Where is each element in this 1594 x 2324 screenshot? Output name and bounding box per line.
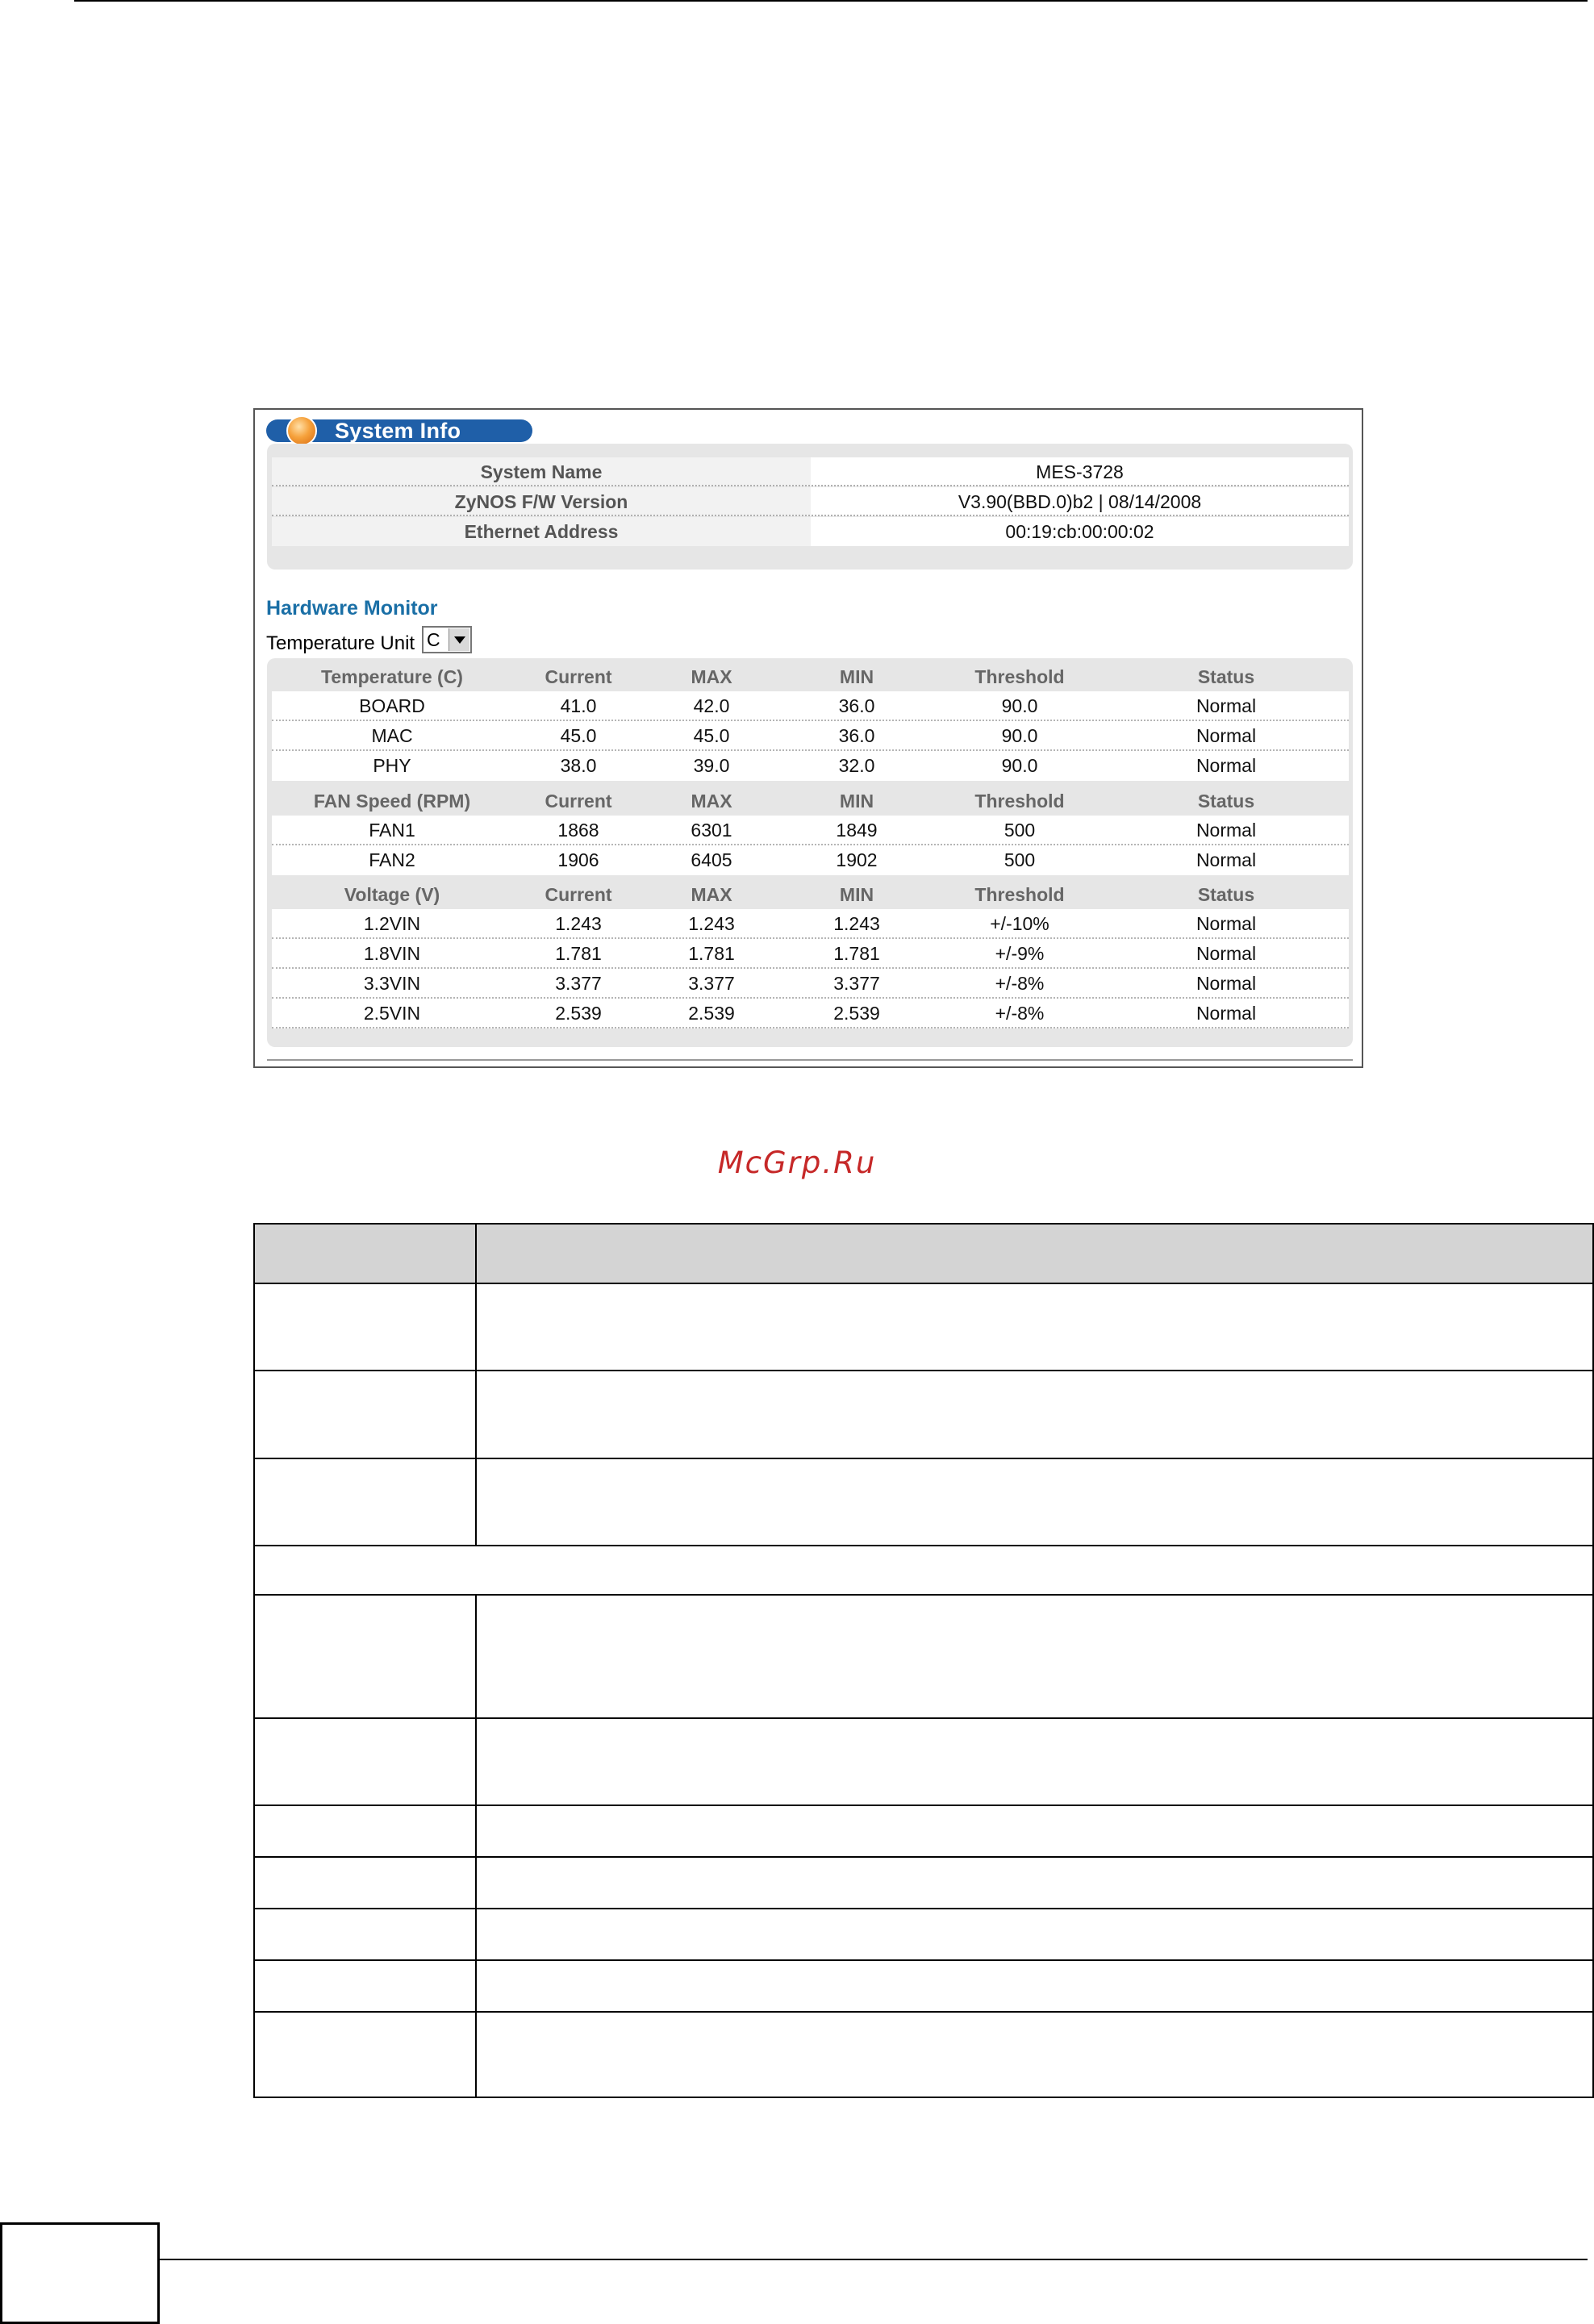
watermark: McGrp.Ru [717,1145,877,1180]
table-cell: 3.3VIN [363,973,421,994]
table-cell: 1.781 [688,943,735,964]
table-cell: Normal [1196,913,1257,934]
table-row-divider [253,1283,1594,1284]
table-cell: 1849 [836,820,878,841]
table-row-divider [253,2011,1594,2013]
column-header: Current [545,791,612,812]
table-cell: 6301 [691,820,732,841]
table-row [272,845,1349,875]
row-divider [272,515,1349,516]
table-row-divider [253,1805,1594,1806]
fan-speed-header [267,786,1353,816]
table-cell: 1.781 [555,943,602,964]
column-header: Current [545,666,612,687]
table-row-divider [253,1594,1594,1596]
table-cell: Normal [1196,943,1257,964]
column-header: Threshold [974,666,1065,687]
chevron-down-icon[interactable] [449,628,469,651]
panel-title: System Info [335,419,461,443]
row-divider [272,1027,1349,1028]
table-row-divider [253,1545,1594,1546]
info-value: MES-3728 [811,457,1349,486]
table-row [272,721,1349,751]
table-cell: +/-8% [995,1003,1045,1024]
column-header: Temperature (C) [321,666,463,687]
column-header: Status [1197,666,1255,687]
table-cell: 90.0 [1001,725,1038,746]
table-column-divider [475,1223,477,1546]
table-cell: 6405 [691,849,732,870]
table-cell: +/-8% [995,973,1045,994]
table-cell: 39.0 [693,755,730,776]
column-header: MIN [839,884,874,905]
column-header: Threshold [974,791,1065,812]
description-table [253,1223,1594,2098]
table-cell: Normal [1196,1003,1257,1024]
table-row [272,816,1349,845]
table-row [272,999,1349,1028]
table-cell: 41.0 [560,695,597,716]
table-row-divider [253,1856,1594,1858]
table-row [272,909,1349,939]
table-row [272,969,1349,999]
table-cell: 36.0 [838,725,875,746]
column-header: MAX [691,791,732,812]
table-cell: 2.5VIN [363,1003,421,1024]
info-value: 00:19:cb:00:00:02 [811,517,1349,546]
info-label: Ethernet Address [272,517,811,546]
table-cell: 45.0 [560,725,597,746]
table-cell: 1.243 [833,913,880,934]
table-cell: 42.0 [693,695,730,716]
info-label: ZyNOS F/W Version [272,487,811,516]
table-cell: +/-10% [990,913,1049,934]
hardware-monitor-heading: Hardware Monitor [266,597,438,620]
temperature-header [267,661,1353,692]
table-cell: Normal [1196,755,1257,776]
table-cell: 3.377 [688,973,735,994]
table-cell: 1.243 [688,913,735,934]
table-cell: Normal [1196,849,1257,870]
table-cell: 3.377 [555,973,602,994]
column-header: Status [1197,791,1255,812]
table-column-divider [475,1594,477,2098]
table-cell: 2.539 [688,1003,735,1024]
table-cell: Normal [1196,820,1257,841]
table-cell: 38.0 [560,755,597,776]
table-cell: 1.243 [555,913,602,934]
table-row-divider [253,1908,1594,1909]
info-label: System Name [272,457,811,486]
table-cell: Normal [1196,725,1257,746]
top-rule [74,0,1588,2]
column-header: MAX [691,666,732,687]
table-cell: 1902 [836,849,878,870]
table-cell: 1.781 [833,943,880,964]
temperature-unit-select[interactable] [422,626,472,653]
table-cell: 2.539 [555,1003,602,1024]
column-header: Status [1197,884,1255,905]
table-cell: 3.377 [833,973,880,994]
table-cell: MAC [371,725,413,746]
column-header: FAN Speed (RPM) [313,791,471,812]
table-row [272,751,1349,781]
info-row-firmware-version [272,487,1349,516]
table-row-divider [253,1959,1594,1961]
table-cell: 36.0 [838,695,875,716]
table-row-divider [253,1370,1594,1371]
page-number-box [0,2222,160,2324]
table-cell: 1906 [557,849,599,870]
table-row [272,691,1349,721]
table-cell: 500 [1004,820,1036,841]
bulb-icon [286,415,317,446]
footer-rule [160,2259,1588,2260]
temperature-unit-value: C [427,629,440,650]
column-header: MIN [839,791,874,812]
table-cell: 1.2VIN [363,913,421,934]
table-cell: BOARD [359,695,425,716]
temperature-unit-label: Temperature Unit [266,632,415,654]
table-row-divider [253,1458,1594,1459]
table-cell: 2.539 [833,1003,880,1024]
column-header: Threshold [974,884,1065,905]
table-cell: 500 [1004,849,1036,870]
table-row-divider [253,1717,1594,1719]
table-cell: PHY [373,755,411,776]
table-cell: 45.0 [693,725,730,746]
table-cell: 1.8VIN [363,943,421,964]
table-cell: Normal [1196,973,1257,994]
panel-bottom-line [267,1059,1353,1061]
column-header: Voltage (V) [344,884,440,905]
voltage-header [267,879,1353,910]
info-row-system-name [272,457,1349,486]
row-divider [272,485,1349,486]
column-header: MAX [691,884,732,905]
info-row-ethernet-address [272,517,1349,546]
table-cell: FAN2 [369,849,415,870]
table-cell: +/-9% [995,943,1045,964]
table-cell: 1868 [557,820,599,841]
info-value: V3.90(BBD.0)b2 | 08/14/2008 [811,487,1349,516]
table-cell: 32.0 [838,755,875,776]
table-cell: FAN1 [369,820,415,841]
table-cell: 90.0 [1001,695,1038,716]
column-header: MIN [839,666,874,687]
table-cell: 90.0 [1001,755,1038,776]
table-cell: Normal [1196,695,1257,716]
table-row [272,939,1349,969]
column-header: Current [545,884,612,905]
